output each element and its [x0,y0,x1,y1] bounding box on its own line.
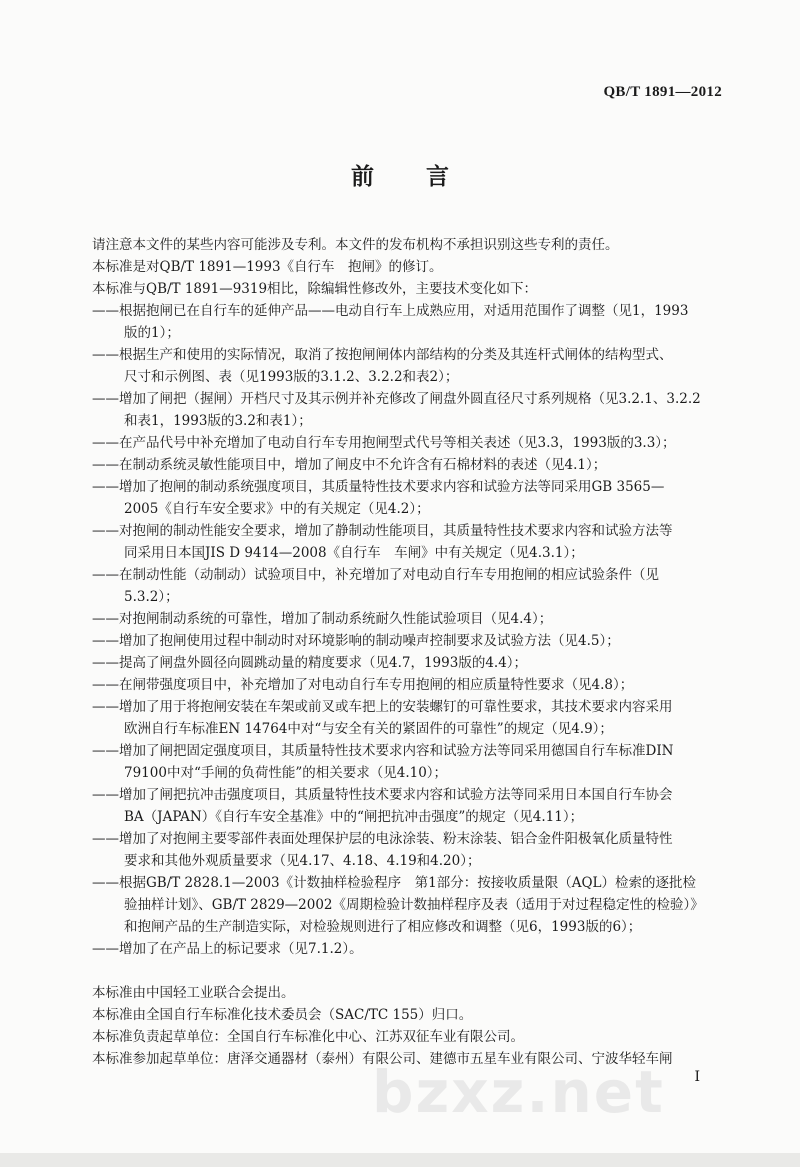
foreword-lines [92,234,720,960]
text-line: ——增加了在产品上的标记要求（见7.1.2）。 [92,941,363,957]
text-line: ——根据生产和使用的实际情况，取消了按抱闸闸体内部结构的分类及其连杆式闸体的结构型式、 [92,347,673,363]
text-line-continuation: 欧洲自行车标准EN 14764中对“与安全有关的紧固件的可靠性”的规定（见4.9）； [124,721,613,737]
text-line-continuation: 2005《自行车安全要求》中的有关规定（见4.2）； [124,501,430,517]
text-line-continuation: 和表1，1993版的3.2和表1）； [124,413,312,429]
footer-line: 本标准参加起草单位：唐泽交通器材（泰州）有限公司、建德市五星车业有限公司、宁波华轻车闸 [92,1051,673,1067]
standard-code: QB/T 1891—2012 [603,84,722,100]
text-line: ——增加了闸把抗冲击强度项目，其质量特性技术要求内容和试验方法等同采用日本国自行车协会 [92,787,673,803]
text-line-continuation: BA（JAPAN）《自行车安全基准》中的“闸把抗冲击强度”的规定（见4.11）； [124,809,584,825]
text-line: ——在制动性能（动制动）试验项目中，补充增加了对电动自行车专用抱闸的相应试验条件（见 [92,567,659,583]
text-line: ——增加了对抱闸主要零部件表面处理保护层的电泳涂装、粉末涂装、铝合金件阳极氧化质量特性 [92,831,673,847]
text-line: ——增加了闸把（握闸）开档尺寸及其示例并补充修改了闸盘外圆直径尺寸系列规格（见3.2.1、3.2.2 [92,391,701,407]
footer-line: 本标准由全国自行车标准化技术委员会（SAC/TC 155）归口。 [92,1007,473,1023]
text-line: 本标准与QB/T 1891—9319相比，除编辑性修改外，主要技术变化如下： [92,281,538,297]
text-line: ——根据抱闸已在自行车的延伸产品——电动自行车上成熟应用，对适用范围作了调整（见1，1993 [92,303,689,319]
text-line: ——在产品代号中补充增加了电动自行车专用抱闸型式代号等相关表述（见3.3，1993版的3.3）； [92,435,676,451]
text-line: ——对抱闸的制动性能安全要求，增加了静制动性能项目，其质量特性技术要求内容和试验方法等 [92,523,673,539]
foreword-body [92,234,720,1070]
text-line-continuation: 版的1）； [124,325,180,341]
text-line: ——在制动系统灵敏性能项目中，增加了闸皮中不允许含有石棉材料的表述（见4.1）； [92,457,607,473]
text-line: ——在闸带强度项目中，补充增加了对电动自行车专用抱闸的相应质量特性要求（见4.8）； [92,677,634,693]
text-line-continuation: 要求和其他外观质量要求（见4.17、4.18、4.19和4.20）； [124,853,481,869]
text-line-continuation: 验抽样计划》、GB/T 2829—2002《周期检验计数抽样程序及表（适用于对过程稳定性的检验）》 [124,897,704,913]
page-number: I [694,1069,700,1085]
footer-line: 本标准负责起草单位：全国自行车标准化中心、江苏双征车业有限公司。 [92,1029,524,1045]
page-title: 前 言 [350,164,471,190]
text-line: ——对抱闸制动系统的可靠性，增加了制动系统耐久性能试验项目（见4.4）； [92,611,553,627]
text-line-continuation: 和抱闸产品的生产制造实际，对检验规则进行了相应修改和调整（见6，1993版的6）； [124,919,642,935]
text-line-continuation: 同采用日本国JIS D 9414—2008《自行车 车闸》中有关规定（见4.3.1）； [124,545,584,561]
text-line: ——增加了抱闸的制动系统强度项目，其质量特性技术要求内容和试验方法等同采用GB 3565— [92,479,665,495]
text-line: ——根据GB/T 2828.1—2003《计数抽样检验程序 第1部分：按接收质量限（AQL）检索的逐批检 [92,875,697,891]
text-line-continuation: 79100中对“手闸的负荷性能”的相关要求（见4.10）； [124,765,448,781]
text-line: 请注意本文件的某些内容可能涉及专利。本文件的发布机构不承担识别这些专利的责任。 [92,237,619,253]
text-line-continuation: 尺寸和示例图、表（见1993版的3.1.2、3.2.2和表2）； [124,369,459,385]
text-line-continuation: 5.3.2）； [124,589,179,605]
drafting-info [92,982,720,1070]
footer-line: 本标准由中国轻工业联合会提出。 [92,985,295,1001]
text-line: ——增加了闸把固定强度项目，其质量特性技术要求内容和试验方法等同采用德国自行车标准DIN [92,743,674,759]
text-line: ——增加了用于将抱闸安装在车架或前叉或车把上的安装螺钉的可靠性要求，其技术要求内容采用 [92,699,673,715]
text-line: 本标准是对QB/T 1891—1993《自行车 抱闸》的修订。 [92,259,443,275]
paragraph-gap [92,960,720,982]
page-bottom-edge [0,1153,800,1167]
watermark: bzxz.net [372,1058,665,1126]
text-line: ——提高了闸盘外圆径向圆跳动量的精度要求（见4.7，1993版的4.4）； [92,655,528,671]
text-line: ——增加了抱闸使用过程中制动时对环境影响的制动噪声控制要求及试验方法（见4.5）； [92,633,620,649]
